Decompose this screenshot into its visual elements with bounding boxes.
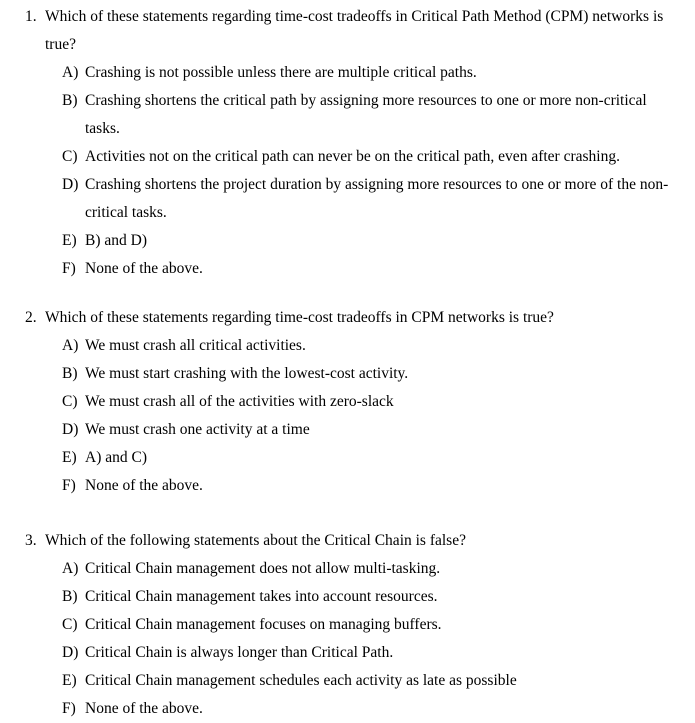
option-text: Activities not on the critical path can never be on the critical path, even after crashing.	[85, 148, 620, 165]
question-1-option-a	[62, 59, 685, 87]
question-1-option-b	[62, 87, 685, 143]
question-1-option-c	[62, 143, 685, 171]
option-label: B)	[62, 365, 78, 382]
option-label: E)	[62, 449, 77, 466]
question-2-option-a	[62, 332, 685, 360]
option-label: F)	[62, 700, 76, 717]
option-label: E)	[62, 672, 77, 689]
question-3-option-f	[62, 695, 685, 723]
question-2-option-b	[62, 360, 685, 388]
option-label: A)	[62, 560, 79, 577]
question-3-option-c	[62, 611, 685, 639]
option-text: None of the above.	[85, 477, 203, 494]
option-text: We must crash one activity at a time	[85, 421, 310, 438]
option-text: Critical Chain management takes into account resources.	[85, 588, 438, 605]
option-label: D)	[62, 421, 79, 438]
question-2	[25, 304, 685, 500]
question-3-text: Which of the following statements about the Critical Chain is false?	[45, 532, 466, 549]
option-text: Critical Chain management focuses on managing buffers.	[85, 616, 442, 633]
option-label: F)	[62, 260, 76, 277]
question-2-text: Which of these statements regarding time-cost tradeoffs in CPM networks is true?	[45, 309, 554, 326]
question-1-option-d	[62, 171, 685, 227]
option-text: We must crash all critical activities.	[85, 337, 306, 354]
option-text: We must crash all of the activities with zero-slack	[85, 393, 394, 410]
question-3-option-a	[62, 555, 685, 583]
question-2-option-e	[62, 444, 685, 472]
option-label: C)	[62, 393, 78, 410]
option-label: C)	[62, 616, 78, 633]
option-text: We must start crashing with the lowest-cost activity.	[85, 365, 409, 382]
question-1-text: Which of these statements regarding time-cost tradeoffs in Critical Path Method (CPM) networks is true?	[45, 8, 664, 53]
option-text: Crashing shortens the critical path by assigning more resources to one or more non-critical tasks.	[85, 92, 647, 137]
option-label: B)	[62, 588, 78, 605]
question-1-option-f	[62, 255, 685, 283]
option-text: Crashing shortens the project duration by assigning more resources to one or more of the non-critical tasks.	[85, 176, 669, 221]
option-label: A)	[62, 64, 79, 81]
option-label: C)	[62, 148, 78, 165]
question-2-number: 2.	[25, 309, 37, 326]
question-3-number: 3.	[25, 532, 37, 549]
question-2-option-c	[62, 388, 685, 416]
option-text: Critical Chain management does not allow multi-tasking.	[85, 560, 441, 577]
option-text: Critical Chain management schedules each activity as late as possible	[85, 672, 517, 689]
question-3	[25, 527, 685, 723]
option-text: Crashing is not possible unless there are multiple critical paths.	[85, 64, 477, 81]
option-text: None of the above.	[85, 260, 203, 277]
question-1-option-e	[62, 227, 685, 255]
question-1	[25, 3, 685, 283]
question-3-option-d	[62, 639, 685, 667]
option-text: None of the above.	[85, 700, 203, 717]
option-label: A)	[62, 337, 79, 354]
question-3-option-e	[62, 667, 685, 695]
option-label: D)	[62, 176, 79, 193]
option-label: D)	[62, 644, 79, 661]
question-2-option-f	[62, 472, 685, 500]
question-1-number: 1.	[25, 8, 37, 25]
question-3-option-b	[62, 583, 685, 611]
question-2-line	[25, 304, 685, 332]
option-text: Critical Chain is always longer than Critical Path.	[85, 644, 394, 661]
option-text: A) and C)	[85, 449, 147, 466]
option-text: B) and D)	[85, 232, 147, 249]
question-1-line	[25, 3, 685, 59]
option-label: E)	[62, 232, 77, 249]
question-2-option-d	[62, 416, 685, 444]
option-label: B)	[62, 92, 78, 109]
question-3-line	[25, 527, 685, 555]
option-label: F)	[62, 477, 76, 494]
